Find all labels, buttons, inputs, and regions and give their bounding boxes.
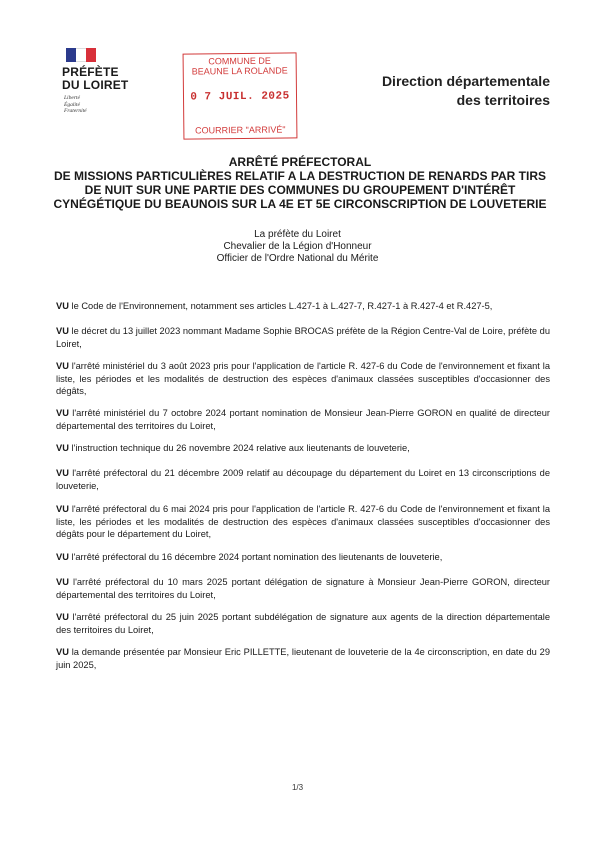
considerant-item: VU le Code de l'Environnement, notamment ses articles L.427-1 à L.427-7, R.427-1 à R.427-4 et R.427-5,	[56, 301, 493, 312]
republic-motto: Liberté Égalité Fraternité	[64, 95, 87, 114]
considerant-item: VU l'arrêté préfectoral du 6 mai 2024 pris pour l'application de l'article R. 427-6 du Code de l'environnement et fixant la liste, les périodes et les modalités de destruction des espèces d'animaux classées susceptibles d'occasionner des dégâts pour le département du Loiret,	[56, 504, 550, 540]
document-title	[40, 155, 560, 211]
signatory-line-3: Officier de l'Ordre National du Mérite	[216, 253, 379, 264]
title-line-3: DE NUIT SUR UNE PARTIE DES COMMUNES DU GROUPEMENT D'INTÉRÊT	[84, 183, 516, 197]
stamp-label: COURRIER "ARRIVÉ"	[195, 124, 286, 136]
considerant-item: VU l'arrêté préfectoral du 21 décembre 2009 relatif au découpage du département du Loiret en 13 circonscriptions de louveterie,	[56, 468, 550, 491]
considerant-item: VU l'arrêté préfectoral du 16 décembre 2024 portant nomination des lieutenants de louveterie,	[56, 552, 443, 563]
title-line-1: ARRÊTÉ PRÉFECTORAL	[228, 155, 372, 169]
signatory-line-1: La préfète du Loiret	[254, 229, 341, 240]
considerant-item: VU l'instruction technique du 26 novembre 2024 relative aux lieutenants de louveterie,	[56, 443, 410, 454]
prefecture-name: PRÉFÈTE DU LOIRET	[62, 65, 129, 92]
stamp-commune: COMMUNE DE BEAUNE LA ROLANDE	[191, 55, 288, 77]
considerant-item: VU l'arrêté ministériel du 3 août 2023 pris pour l'application de l'article R. 427-6 du Code de l'environnement et fixant la liste, les périodes et les modalités de destruction des espèces d'animaux classées susceptibles d'occasionner des dégâts,	[56, 361, 550, 397]
direction-heading: Direction départementale des territoires	[381, 73, 550, 108]
marianne-logo-icon	[66, 48, 96, 62]
signatory-line-2: Chevalier de la Légion d'Honneur	[223, 241, 372, 252]
page-number: 1/3	[291, 783, 304, 792]
title-line-2: DE MISSIONS PARTICULIÈRES RELATIF A LA DESTRUCTION DE RENARDS PAR TIRS	[53, 169, 547, 183]
considerant-item: VU la demande présentée par Monsieur Eric PILLETTE, lieutenant de louveterie de la 4e circonscription, en date du 29 juin 2025,	[56, 647, 550, 670]
considerant-item: VU le décret du 13 juillet 2023 nommant Madame Sophie BROCAS préfète de la Région Centre-Val de Loire, préfète du Loiret,	[56, 326, 550, 349]
considerant-item: VU l'arrêté préfectoral du 10 mars 2025 portant délégation de signature à Monsieur Jean-Pierre GORON, directeur départemental des territoires du Loiret,	[56, 577, 550, 600]
considerant-item: VU l'arrêté ministériel du 7 octobre 2024 portant nomination de Monsieur Jean-Pierre GORON en qualité de directeur départemental des territoires du Loiret,	[56, 408, 550, 431]
signatory-block	[0, 229, 595, 265]
title-line-4: CYNÉGÉTIQUE DU BEAUNOIS SUR LA 4E ET 5E CIRCONSCRIPTION DE LOUVETERIE	[53, 197, 547, 211]
stamp-date: 0 7 JUIL. 2025	[190, 90, 290, 104]
considerant-item: VU l'arrêté préfectoral du 25 juin 2025 portant subdélégation de signature aux agents de la direction départementale des territoires du Loiret,	[56, 612, 550, 635]
reception-stamp	[183, 52, 298, 139]
